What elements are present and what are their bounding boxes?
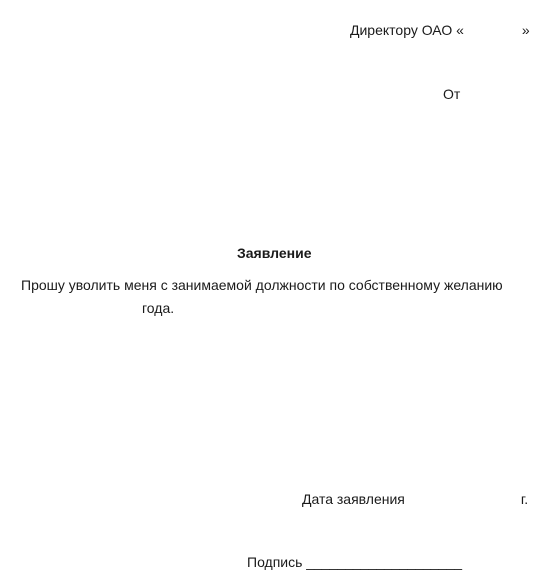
year-suffix: г. [520, 491, 529, 507]
signature-line [247, 553, 462, 571]
date-line [302, 490, 528, 508]
addressee-prefix: Директору ОАО « [350, 22, 464, 38]
addressee-suffix: » [521, 22, 530, 38]
date-label: Дата заявления [302, 491, 405, 507]
document-title: Заявление [237, 245, 312, 261]
signature-label: Подпись [247, 554, 303, 570]
from-label: От [443, 86, 461, 102]
addressee-line [350, 21, 530, 39]
signature-underline: ____________________ [306, 554, 463, 570]
body-line-2-text: года. [142, 300, 175, 316]
body-line-1: Прошу уволить меня с занимаемой должности по собственному желанию [21, 277, 503, 293]
from-line [443, 85, 460, 103]
body-line-2 [142, 299, 174, 317]
